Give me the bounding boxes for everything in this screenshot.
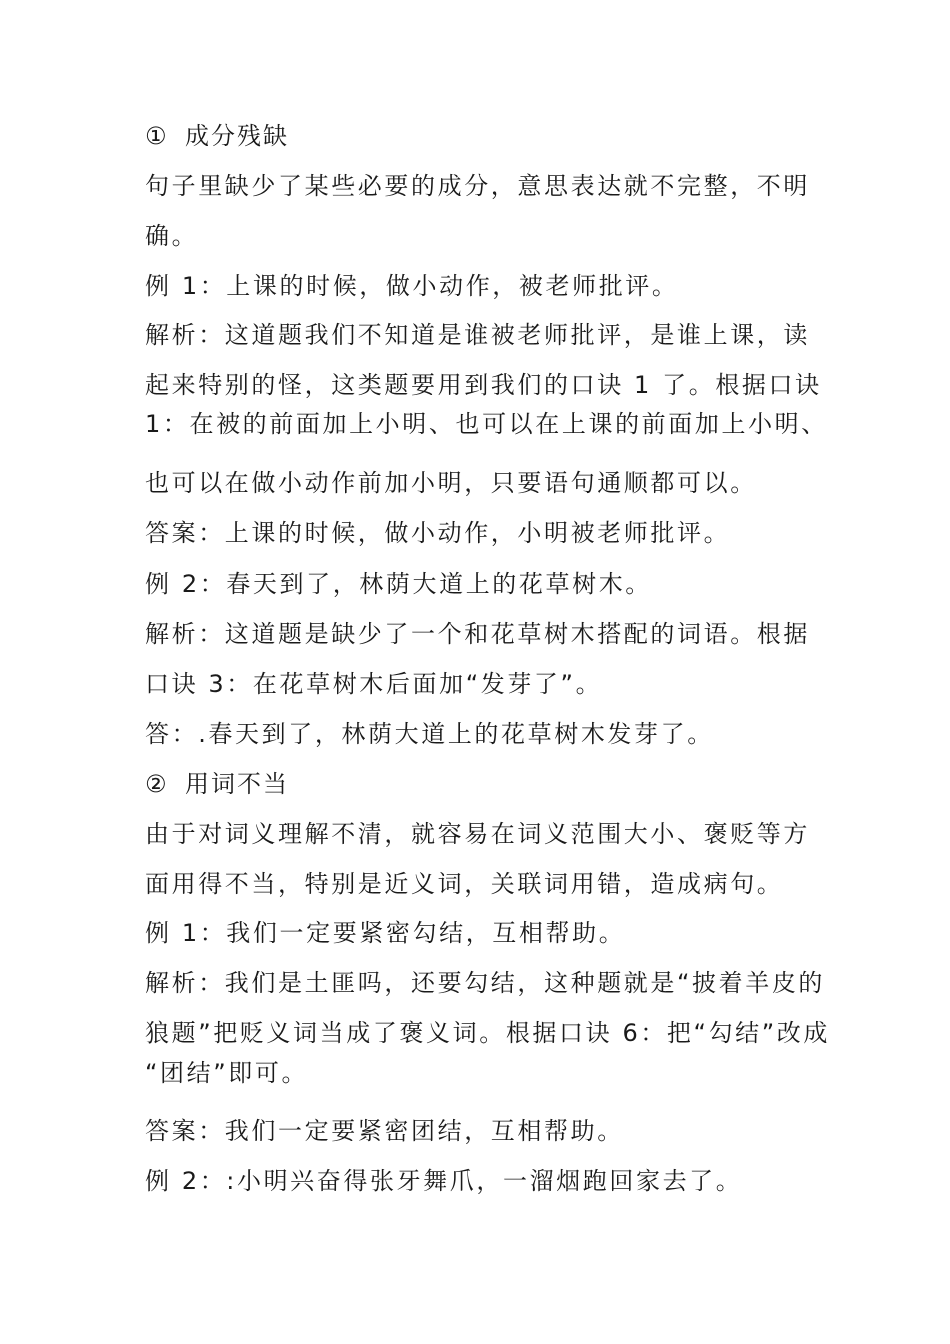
section-heading-2 [145, 769, 825, 799]
example-analysis-line: 起来特别的怪，这类题要用到我们的口诀 1 了。根据口诀 [145, 371, 822, 399]
section-title: 成分残缺 [185, 122, 289, 150]
example-question: 例 1：我们一定要紧密勾结，互相帮助。 [145, 919, 626, 947]
section-number-marker: ① [145, 122, 169, 150]
example-analysis-line: “团结”即可。 [145, 1059, 309, 1087]
section-description-line: 句子里缺少了某些必要的成分，意思表达就不完整，不明 [145, 172, 810, 200]
example-analysis-line: 解析：我们是土匪吗，还要勾结，这种题就是“披着羊皮的 [145, 969, 826, 997]
example-answer: 答：.春天到了，林荫大道上的花草树木发芽了。 [145, 720, 714, 748]
example-analysis-line: 1：在被的前面加上小明、也可以在上课的前面加上小明、 [145, 410, 828, 438]
example-question: 例 1：上课的时候，做小动作，被老师批评。 [145, 272, 679, 300]
example-question: 例 2：春天到了，林荫大道上的花草树木。 [145, 570, 652, 598]
example-answer: 答案：我们一定要紧密团结，互相帮助。 [145, 1117, 624, 1145]
section-description-line: 确。 [145, 222, 199, 250]
example-question: 例 2：:小明兴奋得张牙舞爪，一溜烟跑回家去了。 [145, 1167, 743, 1195]
example-analysis-line: 解析：这道题我们不知道是谁被老师批评，是谁上课，读 [145, 321, 810, 349]
section-heading-1 [145, 121, 825, 151]
example-analysis-line: 狼题”把贬义词当成了褒义词。根据口诀 6：把“勾结”改成 [145, 1019, 830, 1047]
section-number-marker: ② [145, 770, 169, 798]
section-description-line: 面用得不当，特别是近义词，关联词用错，造成病句。 [145, 870, 784, 898]
example-answer: 答案：上课的时候，做小动作，小明被老师批评。 [145, 519, 731, 547]
example-analysis-line: 口诀 3：在花草树木后面加“发芽了”。 [145, 670, 603, 698]
section-description-line: 由于对词义理解不清，就容易在词义范围大小、褒贬等方 [145, 820, 810, 848]
section-title: 用词不当 [185, 770, 289, 798]
example-analysis-line: 解析：这道题是缺少了一个和花草树木搭配的词语。根据 [145, 620, 810, 648]
example-analysis-line: 也可以在做小动作前加小明，只要语句通顺都可以。 [145, 469, 757, 497]
